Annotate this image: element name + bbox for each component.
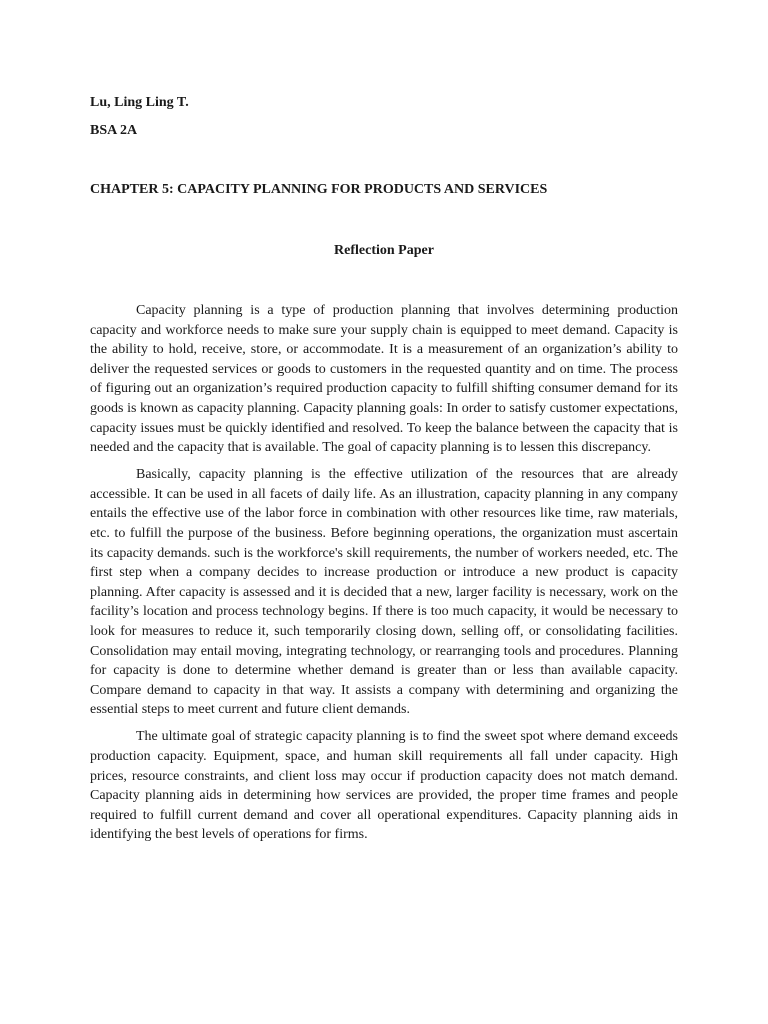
class-section: BSA 2A: [90, 123, 138, 138]
author-name: Lu, Ling Ling T.: [90, 95, 189, 110]
paragraph-2: Basically, capacity planning is the effective utilization of the resources that are already accessible. It can be used in all facets of daily life. As an illustration, capacity planning in any company entails the effective use of the labor force in combination with other resources like time, raw materials, etc. to fulfill the purpose of the business. Before beginning operations, the organization must ascertain its capacity demands. such is the workforce's skill requirements, the number of workers needed, etc. The first step when a company decides to increase production or introduce a new product is capacity planning. After capacity is assessed and it is decided that a new, larger facility is necessary, work on the facility’s location and process technology begins. If there is too much capacity, it would be necessary to look for measures to reduce it, such temporarily closing down, selling off, or consolidating facilities. Consolidation may entail moving, integrating technology, or rearranging tools and procedures. Planning for capacity is done to determine whether demand is greater than or less than available capacity. Compare demand to capacity in that way. It assists a company with determining and organizing the essential steps to meet current and future client demands.: [90, 467, 678, 718]
chapter-heading: CHAPTER 5: CAPACITY PLANNING FOR PRODUCTS AND SERVICES: [90, 182, 548, 197]
paragraph-3: The ultimate goal of strategic capacity planning is to find the sweet spot where demand exceeds production capacity. Equipment, space, and human skill requirements all fall under capacity. High prices, resource constraints, and client loss may occur if production capacity does not match demand. Capacity planning aids in determining how services are provided, the proper time frames and people required to fulfill current demand and cover all operational expenditures. Capacity planning aids in identifying the best levels of operations for firms.: [90, 729, 678, 843]
paragraph-1: Capacity planning is a type of production planning that involves determining production capacity and workforce needs to make sure your supply chain is equipped to meet demand. Capacity is the ability to hold, receive, store, or accommodate. It is a measurement of an organization’s ability to deliver the requested services or goods to customers in the requested quantity and on time. The process of figuring out an organization’s required production capacity to fulfill shifting consumer demand for its goods is known as capacity planning. Capacity planning goals: In order to satisfy customer expectations, capacity issues must be quickly identified and resolved. To keep the balance between the capacity that is needed and the capacity that is available. The goal of capacity planning is to lessen this discrepancy.: [90, 303, 678, 456]
paper-title: Reflection Paper: [334, 243, 434, 258]
paper-body: [90, 301, 678, 853]
